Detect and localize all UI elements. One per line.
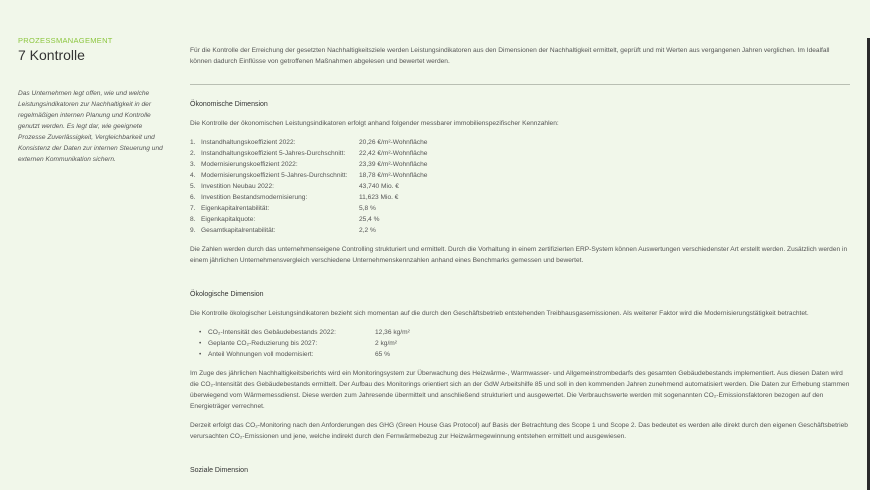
kpi-label: Modernisierungskoeffizient 5-Jahres-Durchschnitt:: [201, 172, 348, 179]
kpi-number: 3.: [190, 161, 196, 168]
economic-kpi-item: [190, 159, 850, 170]
kpi-label: Anteil Wohnungen voll modernisiert:: [208, 351, 314, 358]
economic-kpi-item: [190, 137, 850, 148]
sidebar-intro: Das Unternehmen legt offen, wie und welche Leistungsindikatoren zur Nachhaltigkeit in der regelmäßigen internen Planung und Kontrolle genutzt werden. Es legt dar, wie geeignete Prozesse Zuverlässigkeit, Vergleichbarkeit und Konsistenz der Daten zur internen Steuerung und externen Kommunikation sichern.: [18, 90, 163, 163]
kpi-number: 9.: [190, 227, 196, 234]
kpi-number: 8.: [190, 216, 196, 223]
kpi-value: 18,78 €/m²-Wohnfläche: [359, 172, 428, 179]
kpi-label: Gesamtkapitalrentabilität:: [201, 227, 276, 234]
kpi-label: Investition Neubau 2022:: [201, 183, 274, 190]
kpi-number: 1.: [190, 139, 196, 146]
kpi-value: 25,4 %: [359, 216, 380, 223]
kpi-label: Instandhaltungskoeffizient 2022:: [201, 139, 296, 146]
kpi-label: Modernisierungskoeffizient 2022:: [201, 161, 298, 168]
kpi-label: Geplante CO₂-Reduzierung bis 2027:: [208, 340, 318, 347]
economic-kpi-item: [190, 225, 850, 236]
ecological-heading: Ökologische Dimension: [190, 291, 264, 298]
section-eyebrow: PROZESSMANAGEMENT: [18, 36, 113, 45]
kpi-value: 11,623 Mio. €: [359, 194, 399, 201]
kpi-label: Eigenkapitalrentabilität:: [201, 205, 270, 212]
kpi-value: 5,8 %: [359, 205, 376, 212]
ecological-kpi-list: [190, 327, 850, 360]
kpi-value: 2,2 %: [359, 227, 376, 234]
kpi-label: Eigenkapitalquote:: [201, 216, 256, 223]
kpi-number: 4.: [190, 172, 196, 179]
kpi-value: 22,42 €/m²-Wohnfläche: [359, 150, 428, 157]
kpi-value: 20,26 €/m²-Wohnfläche: [359, 139, 428, 146]
kpi-value: 23,39 €/m²-Wohnfläche: [359, 161, 428, 168]
economic-kpi-item: [190, 192, 850, 203]
ecological-paragraph-2: Derzeit erfolgt das CO₂-Monitoring nach den Anforderungen des GHG (Green House Gas Protocol) auf Basis der Betrachtung des Scope 1 und Scope 2. Das bedeutet es werden alle direkt durch den eigenen Geschäftsbetrieb verursachten CO₂-Emissionen und jene, welche indirekt durch den Fernwärmebezug zur Heizwärmegewinnung entstehen ermittelt und ausgewiesen.: [190, 422, 848, 440]
kpi-label: Investition Bestandsmodernisierung:: [201, 194, 308, 201]
kpi-number: 2.: [190, 150, 196, 157]
economic-kpi-item: [190, 214, 850, 225]
lead-paragraph: Für die Kontrolle der Erreichung der gesetzten Nachhaltigkeitsziele werden Leistungsindikatoren aus den Dimensionen der Nachhaltigkeit ermittelt, geprüft und mit Werten aus vergangenen Jahren verglichen. Im Idealfall können dadurch Einflüsse von getroffenen Maßnahmen abgelesen und bewertet werden.: [190, 47, 830, 65]
kpi-value: 2 kg/m²: [375, 340, 397, 347]
page-title: 7 Kontrolle: [18, 47, 85, 63]
economic-kpi-list: [190, 137, 850, 236]
kpi-value: 65 %: [375, 351, 391, 358]
economic-kpi-item: [190, 170, 850, 181]
kpi-value: 12,36 kg/m²: [375, 329, 410, 336]
kpi-number: 7.: [190, 205, 196, 212]
kpi-number: 5.: [190, 183, 196, 190]
economic-heading: Ökonomische Dimension: [190, 101, 268, 108]
social-heading: Soziale Dimension: [190, 467, 248, 474]
ecological-kpi-item: [208, 327, 850, 338]
ecological-kpi-item: [208, 338, 850, 349]
kpi-label: CO₂-Intensität des Gebäudebestands 2022:: [208, 329, 336, 336]
main-content: [190, 45, 850, 476]
divider: [190, 84, 850, 85]
economic-outro: Die Zahlen werden durch das unternehmenseigene Controlling strukturiert und ermittelt. Durch die Vorhaltung in einem zertifizierten ERP-System können Auswertungen verschiedenster Art erstellt werden. Zusätzlich werden in einem jährlichen Unternehmensvergleich verschiedene Unternehmenskennzahlen anhand eines Benchmarks gemessen und bewertet.: [190, 246, 848, 264]
economic-kpi-item: [190, 181, 850, 192]
kpi-number: 6.: [190, 194, 196, 201]
kpi-label: Instandhaltungskoeffizient 5-Jahres-Durchschnitt:: [201, 150, 346, 157]
economic-kpi-item: [190, 148, 850, 159]
ecological-intro: Die Kontrolle ökologischer Leistungsindikatoren bezieht sich momentan auf die durch den Geschäftsbetrieb entstehenden Treibhausgasemissionen. Als weiterer Faktor wird die Modernisierungstätigkeit betrachtet.: [190, 310, 809, 317]
ecological-kpi-item: [208, 349, 850, 360]
economic-kpi-item: [190, 203, 850, 214]
sidebar: [18, 36, 168, 165]
kpi-value: 43,740 Mio. €: [359, 183, 399, 190]
economic-intro: Die Kontrolle der ökonomischen Leistungsindikatoren erfolgt anhand folgender messbarer immobilienspezifischer Kennzahlen:: [190, 120, 559, 127]
ecological-paragraph-1: Im Zuge des jährlichen Nachhaltigkeitsberichts wird ein Monitoringsystem zur Überwachung des Heizwärme-, Warmwasser- und Allgemeinstrombedarfs des gesamten Gebäudebestands implementiert. Aus diesen Daten wird die CO₂-Intensität des Gebäudebestands ermittelt. Der Aufbau des Monitorings orientiert sich an der GdW Arbeitshilfe 85 und soll in den kommenden Jahren zunehmend automatisiert werden. Die Daten zur Erhebung stammen überwiegend vom Wärmemessdienst. Diese werden zum Jahresende übermittelt und anschließend strukturiert und ausgewertet. Die Verbrauchswerte werden mit sogenannten CO₂-Emissionsfaktoren bezogen auf den Energieträger verrechnet.: [190, 370, 850, 410]
